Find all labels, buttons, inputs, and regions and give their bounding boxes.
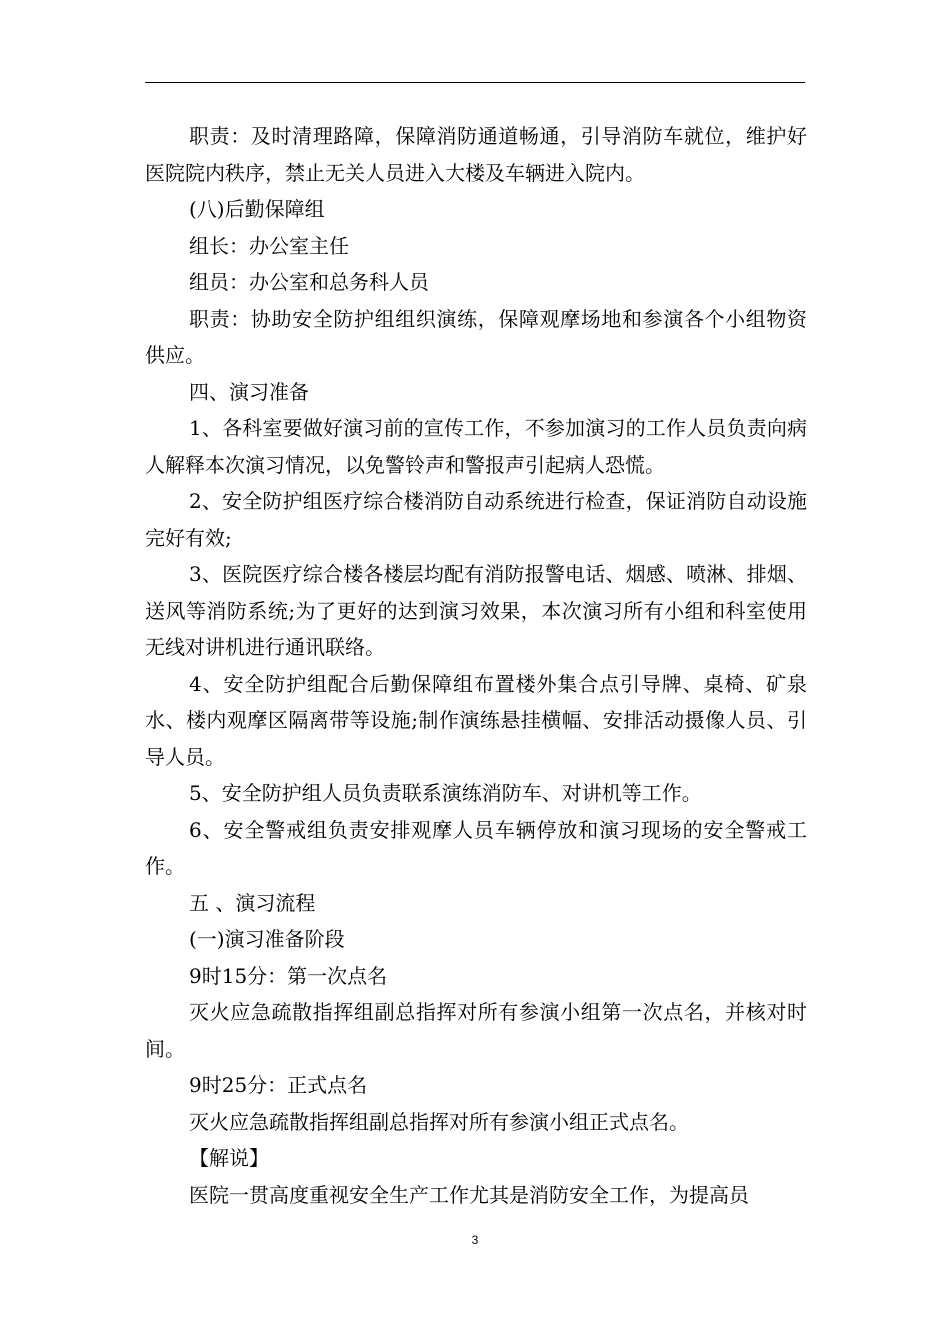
paragraph: 2、安全防护组医疗综合楼消防自动系统进行检查，保证消防自动设施完好有效; xyxy=(145,489,807,550)
paragraph: 1、各科室要做好演习前的宣传工作，不参加演习的工作人员负责向病人解释本次演习情况，以免警铃声和警报声引起病人恐慌。 xyxy=(145,416,807,477)
section-heading: 四、演习准备 xyxy=(189,379,309,404)
section-heading: 五 、演习流程 xyxy=(189,890,316,915)
document-body xyxy=(145,118,807,1213)
paragraph: 9时25分：正式点名 xyxy=(189,1073,368,1097)
paragraph: 9时15分：第一次点名 xyxy=(189,963,388,988)
paragraph: 组长：办公室主任 xyxy=(189,233,349,258)
page-number: 3 xyxy=(471,1233,479,1247)
paragraph: 组员：办公室和总务科人员 xyxy=(189,270,429,294)
paragraph: 【解说】 xyxy=(189,1146,269,1170)
header-rule xyxy=(145,82,805,83)
paragraph: 4、安全防护组配合后勤保障组布置楼外集合点引导牌、桌椅、矿泉水、楼内观摩区隔离带等设施;制作演练悬挂横幅、安排活动摄像人员、引导人员。 xyxy=(145,671,807,769)
paragraph: 6、安全警戒组负责安排观摩人员车辆停放和演习现场的安全警戒工作。 xyxy=(145,817,807,878)
section-heading: (八)后勤保障组 xyxy=(189,197,325,221)
paragraph: 灭火应急疏散指挥组副总指挥对所有参演小组正式点名。 xyxy=(189,1109,689,1134)
paragraph: 灭火应急疏散指挥组副总指挥对所有参演小组第一次点名，并核对时间。 xyxy=(145,1000,807,1061)
section-heading: (一)演习准备阶段 xyxy=(189,927,345,951)
paragraph: 医院一贯高度重视安全生产工作尤其是消防安全工作，为提高员 xyxy=(189,1182,749,1207)
paragraph: 3、医院医疗综合楼各楼层均配有消防报警电话、烟感、喷淋、排烟、送风等消防系统;为了更好的达到演习效果，本次演习所有小组和科室使用无线对讲机进行通讯联络。 xyxy=(145,562,807,659)
paragraph: 职责：协助安全防护组组织演练，保障观摩场地和参演各个小组物资供应。 xyxy=(145,306,807,367)
paragraph: 5、安全防护组人员负责联系演练消防车、对讲机等工作。 xyxy=(189,781,702,805)
paragraph: 职责：及时清理路障，保障消防通道畅通，引导消防车就位，维护好医院院内秩序，禁止无关人员进入大楼及车辆进入院内。 xyxy=(145,124,807,185)
